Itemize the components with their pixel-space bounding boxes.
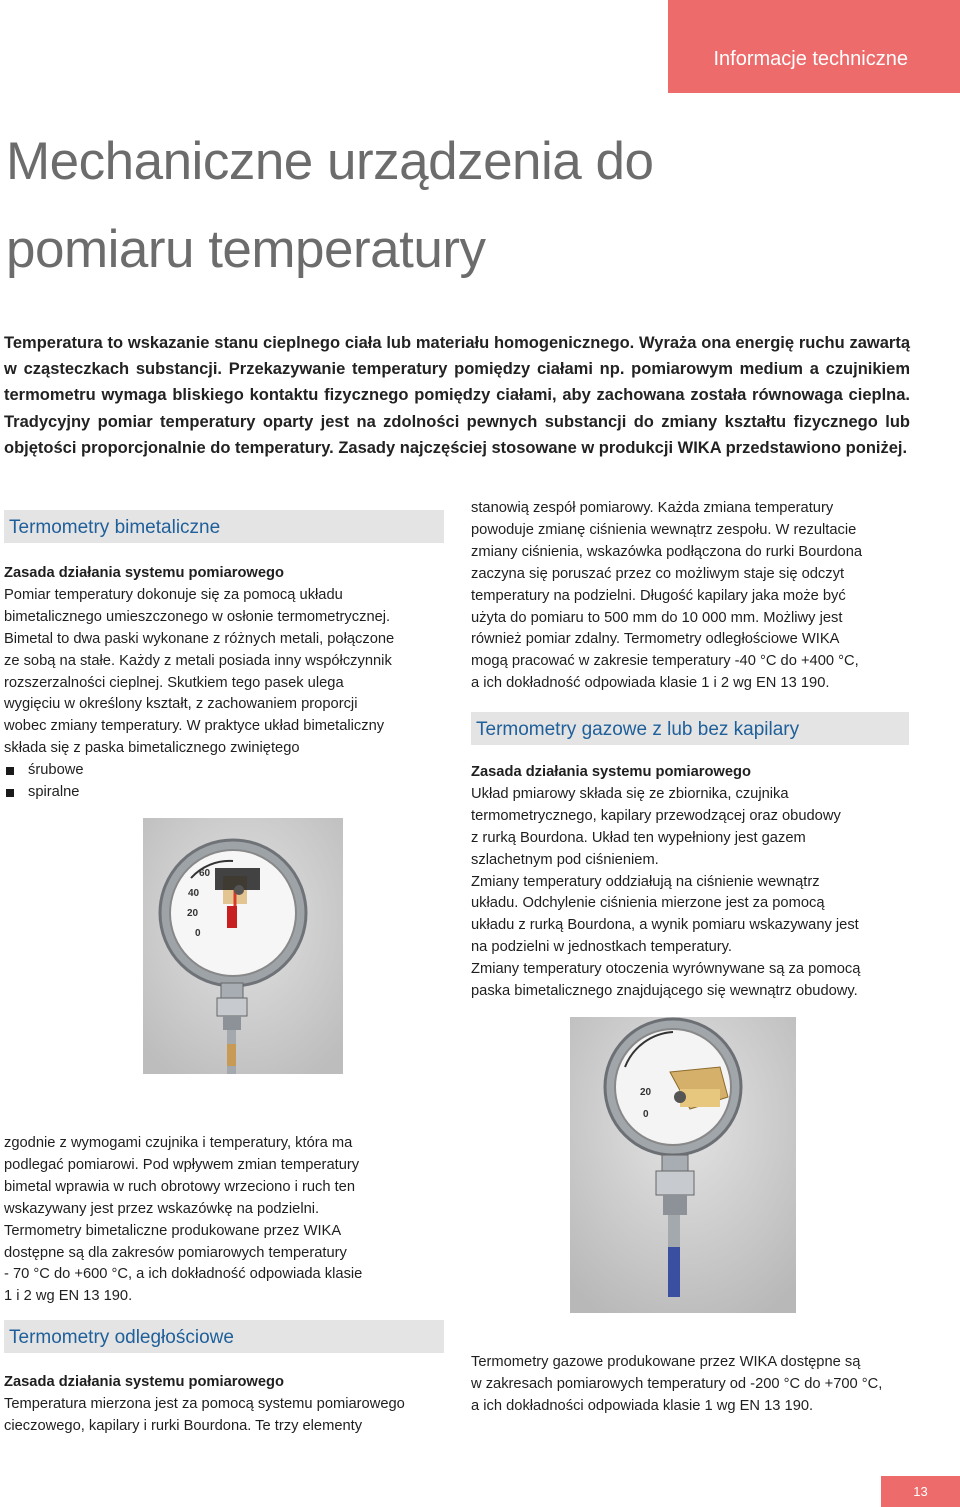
dial-label: 60 [199, 868, 211, 879]
bimetal-continued [4, 1133, 444, 1308]
gas-continued-line: a ich dokładności odpowiada klasie 1 wg EN 13 190. [471, 1397, 814, 1414]
gas-thermometer-photo [570, 1017, 796, 1313]
intro-text: Temperatura to wskazanie stanu cieplnego ciała lub materiału homogenicznego. Wyraża ona energię ruchu zawartą w cząsteczkach substancji. Przekazywanie temperatury pomiędzy ciałami np. pomiarowym medium a czujnikiem termometru wymaga bliskiego kontaktu fizycznego pomiędzy ciałami, aby zachowana została równowaga cieplna. Tradycyjny pomiar temperatury oparty jest na zdolności pewnych substancji do zmiany kształtu fizycznego lub objętości proporcjonalnie do temperatury. Zasady najczęściej stosowane w produkcji WIKA przedstawiono poniżej. [4, 334, 910, 457]
remote-continued [471, 498, 911, 695]
gas-line: Układ pmiarowy składa się ze zbiornika, czujnika [471, 785, 789, 802]
gas-continued [471, 1352, 911, 1418]
bullet-label: spiralne [28, 784, 80, 801]
gas-line: termometrycznego, kapilary przewodzącej oraz obudowy [471, 807, 841, 824]
dial-label: 0 [643, 1109, 649, 1120]
remote-continued-line: temperatury na podzielni. Długość kapilary jaka może być [471, 587, 846, 604]
bimetal-continued-line: Termometry bimetaliczne produkowane przez WIKA [4, 1222, 342, 1239]
bimetal-line: Pomiar temperatury dokonuje się za pomocą układu [4, 586, 343, 603]
remote-line: Temperatura mierzona jest za pomocą systemu pomiarowego [4, 1395, 405, 1412]
gas-thermometer-illustration [570, 1017, 796, 1313]
gas-line: na podzielni w jednostkach temperatury. [471, 939, 732, 956]
bimetal-line: Bimetal to dwa paski wykonane z różnych metali, połączone [4, 630, 395, 647]
gas-line: paska bimetalicznego znajdującego się wewnątrz obudowy. [471, 983, 858, 1000]
gas-continued-line: Termometry gazowe produkowane przez WIKA dostępne są [471, 1354, 861, 1370]
bimetal-subheading: Zasada działania systemu pomiarowego [4, 565, 284, 581]
bimetal-continued-line: dostępne są dla zakresów pomiarowych temperatury [4, 1244, 347, 1261]
bimetal-continued-line: podlegać pomiarowi. Pod wpływem zmian temperatury [4, 1156, 360, 1173]
remote-continued-line: a ich dokładność odpowiada klasie 1 i 2 wg EN 13 190. [471, 675, 830, 692]
gas-line: układu z rurką Bourdona, a wynik pomiaru wskazywany jest [471, 917, 859, 934]
bullet-item [4, 760, 444, 782]
page-title-line-1: Mechaniczne urządzenia do [6, 132, 654, 191]
bimetal-continued-line: wskazywany jest przez wskazówkę na podzielni. [4, 1200, 320, 1217]
gas-line: z rurką Bourdona. Układ ten wypełniony jest gazem [471, 829, 806, 846]
gas-line: Zmiany temperatury otoczenia wyrównywane są za pomocą [471, 961, 861, 978]
remote-continued-line: również pomiar zdalny. Termometry odległościowe WIKA [471, 631, 840, 648]
bimetal-continued-line: 1 i 2 wg EN 13 190. [4, 1288, 133, 1305]
dial-label: 20 [640, 1087, 652, 1098]
bimetal-line: wobec zmiany temperatury. W praktyce układ bimetaliczny [4, 718, 385, 735]
gas-line: Zmiany temperatury oddziałują na ciśnienie wewnątrz [471, 873, 820, 890]
remote-continued-line: zaczyna się poruszać przez co możliwym staje się odczyt [471, 565, 845, 582]
gas-line: szlachetnym pod ciśnieniem. [471, 851, 659, 868]
bimetal-line: bimetalicznego umieszczonego w osłonie termometrycznej. [4, 608, 391, 625]
page-title [6, 118, 886, 294]
bimetal-line: składa się z paska bimetalicznego zwiniętego [4, 740, 300, 757]
bimetal-continued-line: - 70 °C do +600 °C, a ich dokładność odpowiada klasie [4, 1266, 363, 1283]
bimetal-line: wygięciu w określony kształt, z zachowaniem proporcji [4, 696, 358, 713]
gas-section [471, 712, 909, 1003]
bimetal-thermometer-illustration [143, 818, 343, 1074]
square-bullet-icon [6, 767, 14, 775]
section-tab-label: Informacje techniczne [713, 48, 908, 70]
dial-label: 40 [188, 888, 200, 899]
remote-continued-line: użyta do pomiaru to 500 mm do 10 000 mm. Możliwy jest [471, 609, 843, 626]
dial-label: 20 [187, 908, 199, 919]
remote-continued-line: mogą pracować w zakresie temperatury -40 °C do +400 °C, [471, 653, 859, 670]
bimetal-thermometer-photo [143, 818, 343, 1074]
bullet-label: śrubowe [28, 762, 84, 779]
gas-subheading: Zasada działania systemu pomiarowego [471, 764, 751, 780]
remote-continued-line: powoduje zmianę ciśnienia wewnątrz zespołu. W rezultacie [471, 521, 857, 538]
bimetal-heading: Termometry bimetaliczne [4, 510, 444, 543]
page-number: 13 [881, 1476, 960, 1507]
bimetal-section [4, 510, 444, 804]
intro-paragraph [4, 330, 910, 461]
remote-continued-line: stanowią zespół pomiarowy. Każda zmiana temperatury [471, 500, 834, 516]
bimetal-continued-line: bimetal wprawia w ruch obrotowy wrzeciono i ruch ten [4, 1178, 356, 1195]
section-tab [668, 0, 960, 93]
remote-continued-line: zmiany ciśnienia, wskazówka podłączona do rurki Bourdona [471, 543, 863, 560]
bimetal-line: rozszerzalności cieplnej. Skutkiem tego pasek ulega [4, 674, 344, 691]
bullet-item [4, 782, 444, 804]
remote-subheading: Zasada działania systemu pomiarowego [4, 1374, 284, 1390]
dial-label: 0 [195, 928, 201, 939]
bimetal-line: ze sobą na stałe. Każdy z metali posiada inny współczynnik [4, 652, 392, 669]
gas-line: układu. Odchylenie ciśnienia mierzone jest za pomocą [471, 895, 825, 912]
gas-continued-line: w zakresach pomiarowych temperatury od -200 °C do +700 °C, [471, 1375, 883, 1392]
gas-heading: Termometry gazowe z lub bez kapilary [471, 712, 909, 745]
bimetal-continued-line: zgodnie z wymogami czujnika i temperatury, która ma [4, 1135, 353, 1151]
remote-section [4, 1320, 444, 1438]
page-title-line-2: pomiaru temperatury [6, 220, 486, 279]
remote-line: cieczowego, kapilary i rurki Bourdona. Te trzy elementy [4, 1417, 363, 1434]
square-bullet-icon [6, 789, 14, 797]
remote-heading: Termometry odległościowe [4, 1320, 444, 1353]
